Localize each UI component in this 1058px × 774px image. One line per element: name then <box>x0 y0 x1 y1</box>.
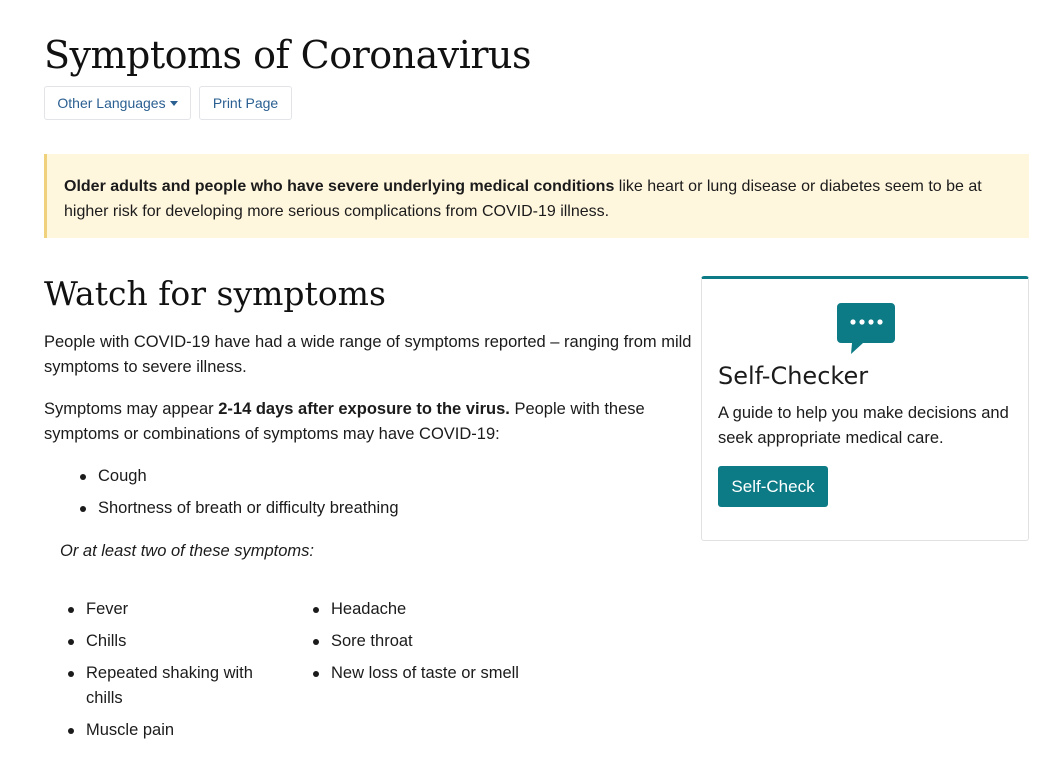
or-two-symptoms-text: Or at least two of these symptoms: <box>60 542 315 560</box>
timing-text-b: People with these symptoms or combinations of symptoms may have COVID-19: <box>44 400 645 443</box>
timing-text-a: Symptoms may appear <box>44 400 219 418</box>
list-item: Sore throat <box>331 629 531 654</box>
watch-symptoms-heading: Watch for symptoms <box>44 274 386 313</box>
list-item: Cough <box>98 464 399 489</box>
list-item: Chills <box>86 629 286 654</box>
risk-callout <box>44 154 1029 238</box>
print-page-button[interactable]: Print Page <box>199 86 292 120</box>
other-languages-button[interactable] <box>44 86 191 120</box>
chat-bubble-icon <box>837 303 895 355</box>
self-checker-card <box>701 276 1029 541</box>
list-item: Fever <box>86 597 286 622</box>
list-item: Repeated shaking with chills <box>86 661 286 711</box>
self-check-button[interactable]: Self-Check <box>718 466 828 507</box>
caret-down-icon <box>170 101 178 106</box>
list-item: Muscle pain <box>86 718 286 743</box>
callout-bold-text: Older adults and people who have severe underlying medical conditions <box>64 178 615 195</box>
primary-symptoms-list <box>98 464 399 528</box>
symptoms-timing-paragraph <box>44 397 694 447</box>
page-title: Symptoms of Coronavirus <box>44 33 532 77</box>
other-languages-label: Other Languages <box>57 95 166 111</box>
list-item: Headache <box>331 597 531 622</box>
callout-text: like heart or lung disease or diabetes seem to be at higher risk for developing more serious complications from COVID-19 illness. <box>64 178 982 220</box>
symptoms-list-column-2 <box>331 597 531 693</box>
symptoms-list-column-1 <box>86 597 286 750</box>
symptoms-range-paragraph: People with COVID-19 have had a wide range of symptoms reported – ranging from mild symptoms to severe illness. <box>44 333 692 376</box>
timing-bold-text: 2-14 days after exposure to the virus. <box>218 400 510 418</box>
list-item: New loss of taste or smell <box>331 661 531 686</box>
list-item: Shortness of breath or difficulty breathing <box>98 496 399 521</box>
self-checker-title: Self-Checker <box>718 362 869 390</box>
self-checker-description: A guide to help you make decisions and seek appropriate medical care. <box>718 404 1009 447</box>
